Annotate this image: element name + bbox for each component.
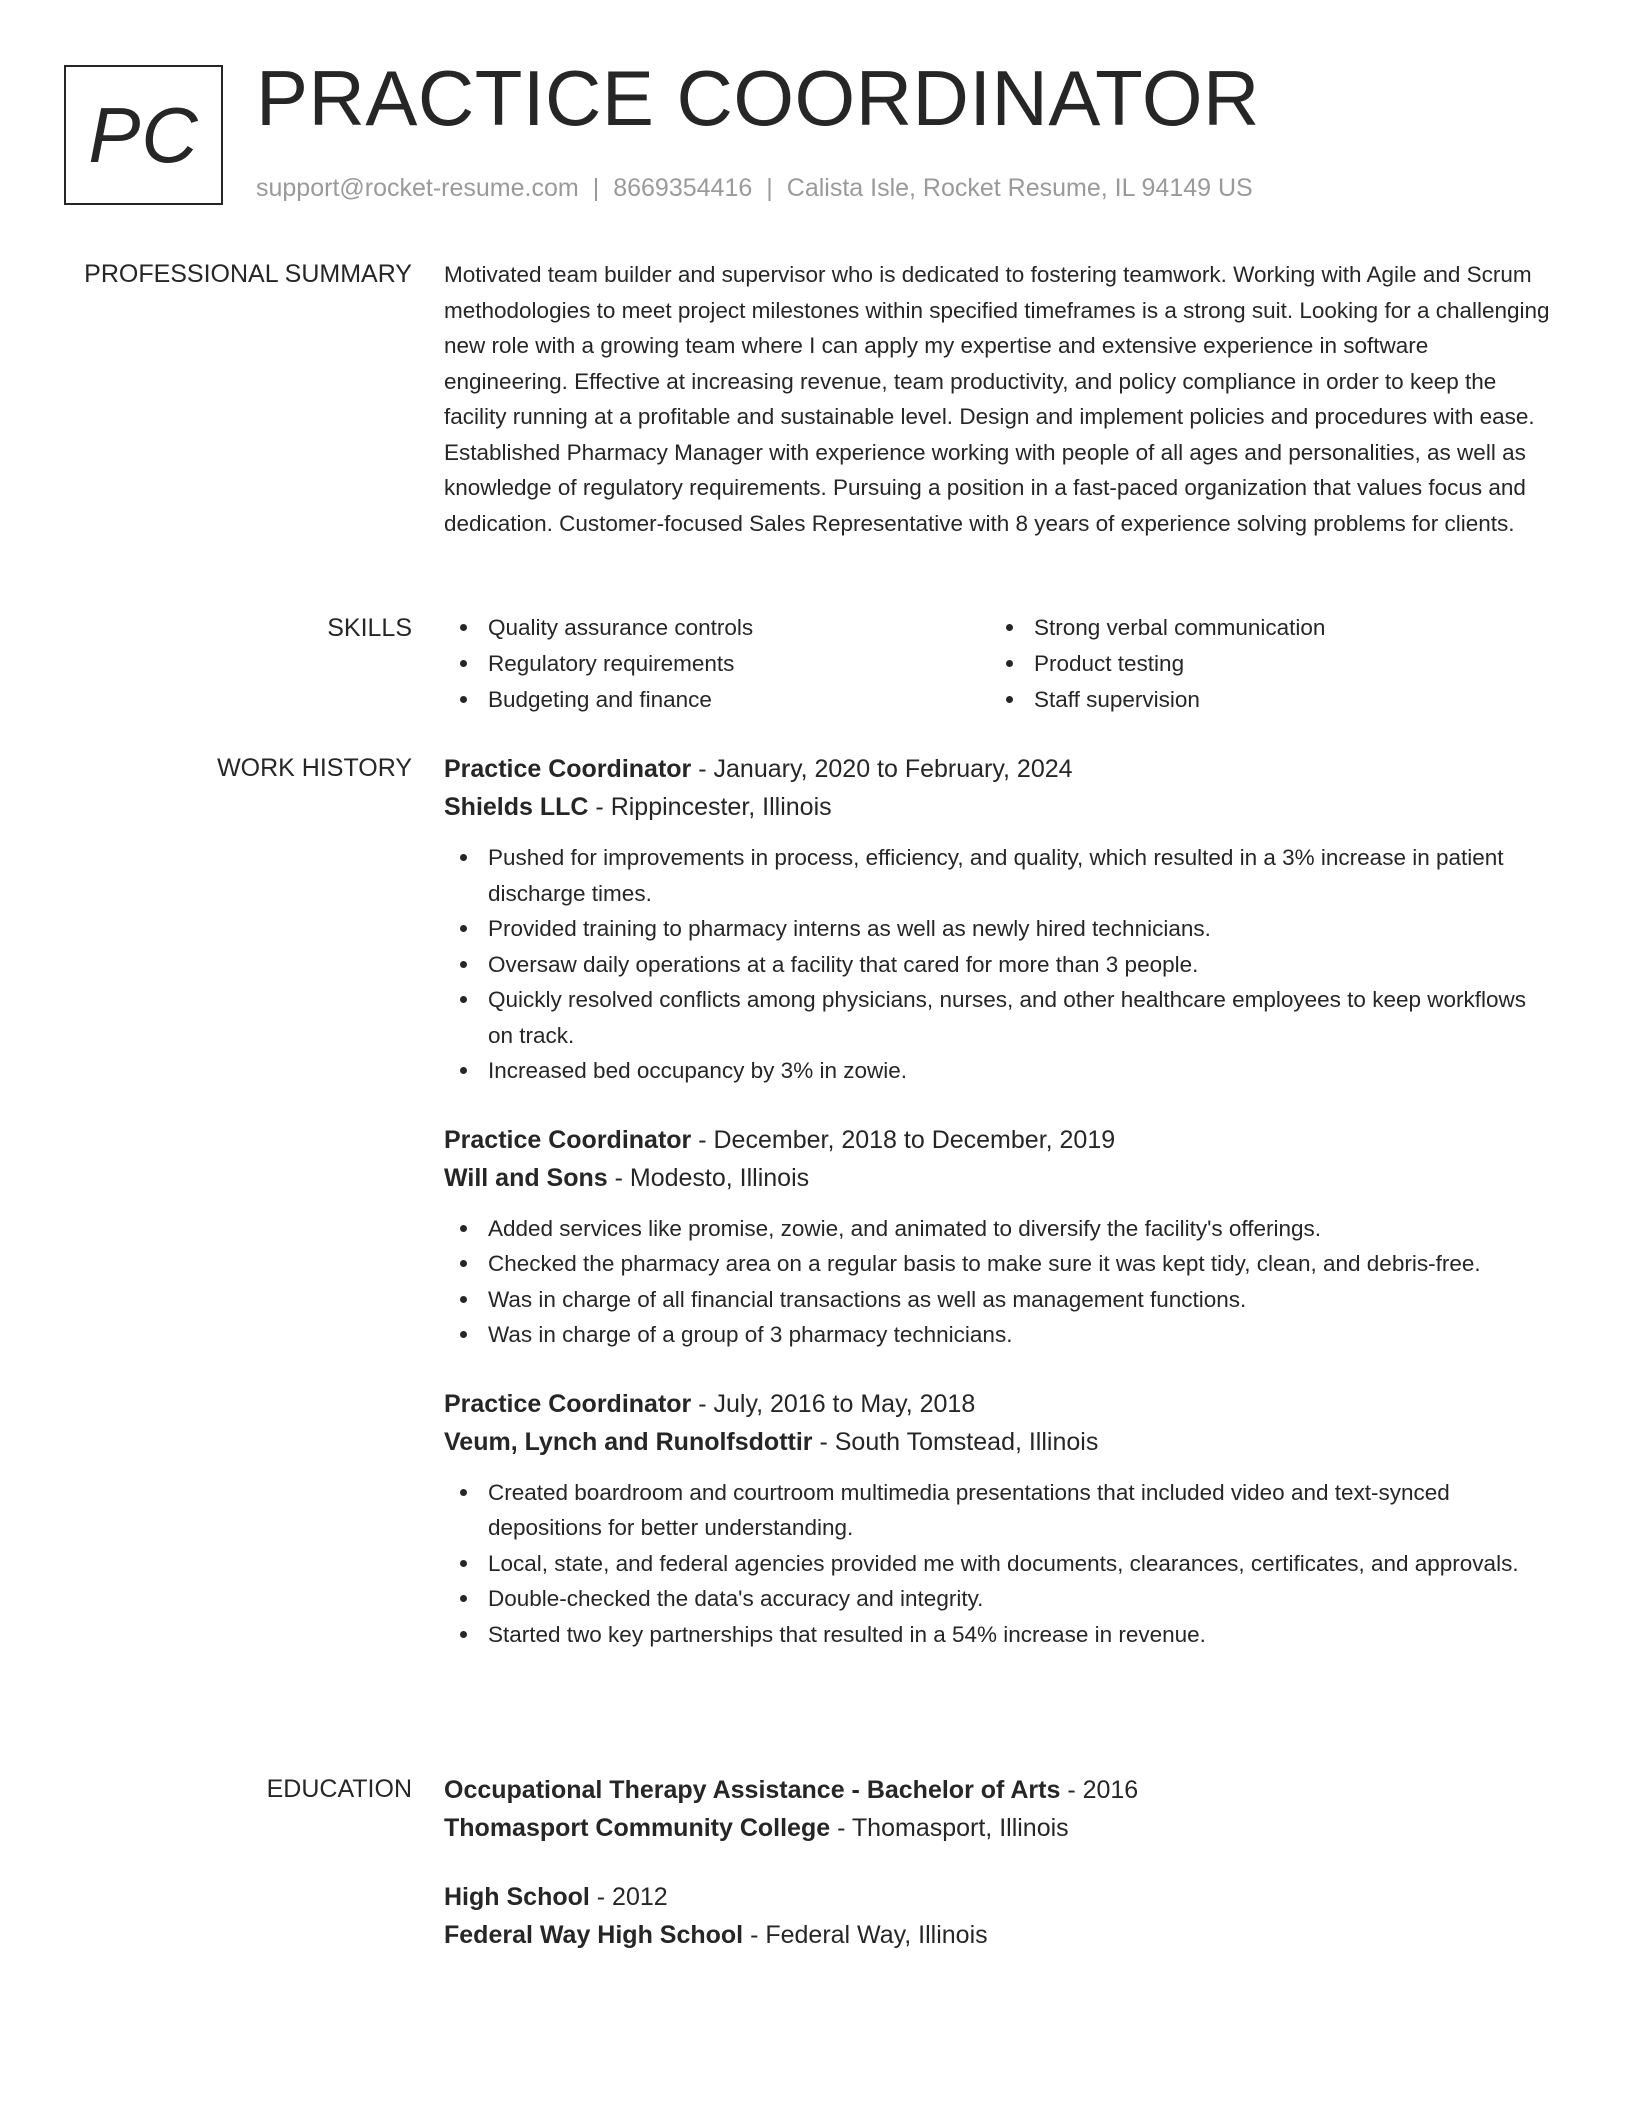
education-degree-line xyxy=(444,1878,1550,1916)
skills-list xyxy=(444,610,1550,718)
education-entry xyxy=(444,1771,1550,1847)
skill-item: Strong verbal communication xyxy=(990,610,1536,646)
job-entry xyxy=(444,750,1550,1089)
job-bullet: Started two key partnerships that resulted in a 54% increase in revenue. xyxy=(444,1617,1550,1653)
job-title-line xyxy=(444,750,1550,788)
education-school: Federal Way High School xyxy=(444,1921,744,1949)
job-company: Shields LLC xyxy=(444,793,589,821)
job-dates: - December, 2018 to December, 2019 xyxy=(698,1125,1116,1154)
job-bullet: Was in charge of all financial transactions as well as management functions. xyxy=(444,1282,1550,1318)
education-year: - 2012 xyxy=(596,1883,668,1911)
section-heading-work-history: WORK HISTORY xyxy=(217,754,412,782)
job-bullets xyxy=(444,1211,1550,1353)
contact-address: Calista Isle, Rocket Resume, IL 94149 US xyxy=(786,174,1253,202)
job-bullet: Oversaw daily operations at a facility that cared for more than 3 people. xyxy=(444,947,1550,983)
job-dates: - January, 2020 to February, 2024 xyxy=(698,755,1073,783)
skill-item: Budgeting and finance xyxy=(444,682,990,718)
education-school-line xyxy=(444,1916,1550,1954)
job-title: Practice Coordinator xyxy=(444,1389,692,1418)
contact-separator: | xyxy=(766,174,773,202)
skill-item: Regulatory requirements xyxy=(444,646,990,682)
education-degree: Occupational Therapy Assistance - Bachelor of Arts xyxy=(444,1776,1061,1804)
job-bullet: Double-checked the data's accuracy and integrity. xyxy=(444,1581,1550,1617)
education-location: - Federal Way, Illinois xyxy=(750,1921,988,1949)
job-bullet: Checked the pharmacy area on a regular basis to make sure it was kept tidy, clean, and debris-free. xyxy=(444,1246,1550,1282)
page-title: PRACTICE COORDINATOR xyxy=(256,54,1260,142)
education-year: - 2016 xyxy=(1067,1776,1139,1804)
job-title-line xyxy=(444,1121,1550,1159)
job-bullet: Increased bed occupancy by 3% in zowie. xyxy=(444,1053,1550,1089)
contact-line xyxy=(256,174,1253,203)
skill-item: Product testing xyxy=(990,646,1536,682)
job-company: Will and Sons xyxy=(444,1163,608,1192)
summary-text: Motivated team builder and supervisor who is dedicated to fostering teamwork. Working with Agile and Scrum methodologies to meet project milestones within specified timeframes is a strong suit. Looking for a challenging new role with a growing team where I can apply my expertise and extensive experience in software engineering. Effective at increasing revenue, team productivity, and policy compliance in order to keep the facility running at a profitable and sustainable level. Design and implement policies and procedures with ease. Established Pharmacy Manager with experience working with people of all ages and personalities, as well as knowledge of regulatory requirements. Pursuing a position in a fast-paced organization that values focus and dedication. Customer-focused Sales Representative with 8 years of experience solving problems for clients. xyxy=(444,262,1550,536)
skill-item: Quality assurance controls xyxy=(444,610,990,646)
job-location: - Rippincester, Illinois xyxy=(595,793,832,821)
education-body xyxy=(444,1771,1550,1985)
summary-body xyxy=(444,257,1550,541)
section-heading-education: EDUCATION xyxy=(266,1775,412,1803)
education-school-line xyxy=(444,1809,1550,1847)
skill-item: Staff supervision xyxy=(990,682,1536,718)
job-title: Practice Coordinator xyxy=(444,755,692,783)
education-entry xyxy=(444,1878,1550,1954)
job-bullet: Added services like promise, zowie, and animated to diversify the facility's offerings. xyxy=(444,1211,1550,1247)
job-bullets xyxy=(444,1475,1550,1653)
job-company-line xyxy=(444,1423,1550,1461)
contact-email[interactable]: support@rocket-resume.com xyxy=(256,174,579,202)
job-title: Practice Coordinator xyxy=(444,1125,692,1154)
education-degree: High School xyxy=(444,1883,590,1911)
job-company-line xyxy=(444,1159,1550,1197)
education-degree-line xyxy=(444,1771,1550,1809)
job-entry xyxy=(444,1121,1550,1353)
education-location: - Thomasport, Illinois xyxy=(837,1814,1069,1842)
job-bullet: Local, state, and federal agencies provided me with documents, clearances, certificates, and approvals. xyxy=(444,1546,1550,1582)
job-bullet: Pushed for improvements in process, efficiency, and quality, which resulted in a 3% increase in patient discharge times. xyxy=(444,840,1550,911)
monogram-logo: PC xyxy=(64,65,223,205)
work-history-body xyxy=(444,750,1550,1684)
job-bullet: Created boardroom and courtroom multimedia presentations that included video and text-synced depositions for better understanding. xyxy=(444,1475,1550,1546)
job-company-line xyxy=(444,788,1550,826)
job-location: - South Tomstead, Illinois xyxy=(819,1427,1099,1456)
job-bullet: Provided training to pharmacy interns as well as newly hired technicians. xyxy=(444,911,1550,947)
contact-separator: | xyxy=(592,174,600,202)
job-bullet: Was in charge of a group of 3 pharmacy technicians. xyxy=(444,1317,1550,1353)
job-bullet: Quickly resolved conflicts among physicians, nurses, and other healthcare employees to keep workflows on track. xyxy=(444,982,1550,1053)
education-school: Thomasport Community College xyxy=(444,1814,831,1842)
contact-phone[interactable]: 8669354416 xyxy=(613,174,753,202)
job-company: Veum, Lynch and Runolfsdottir xyxy=(444,1427,813,1456)
section-heading-summary: PROFESSIONAL SUMMARY xyxy=(84,260,412,288)
job-location: - Modesto, Illinois xyxy=(614,1163,810,1192)
job-title-line xyxy=(444,1385,1550,1423)
job-bullets xyxy=(444,840,1550,1089)
skills-body xyxy=(444,610,1550,718)
job-dates: - July, 2016 to May, 2018 xyxy=(698,1389,976,1418)
section-heading-skills: SKILLS xyxy=(327,614,412,642)
job-entry xyxy=(444,1385,1550,1653)
